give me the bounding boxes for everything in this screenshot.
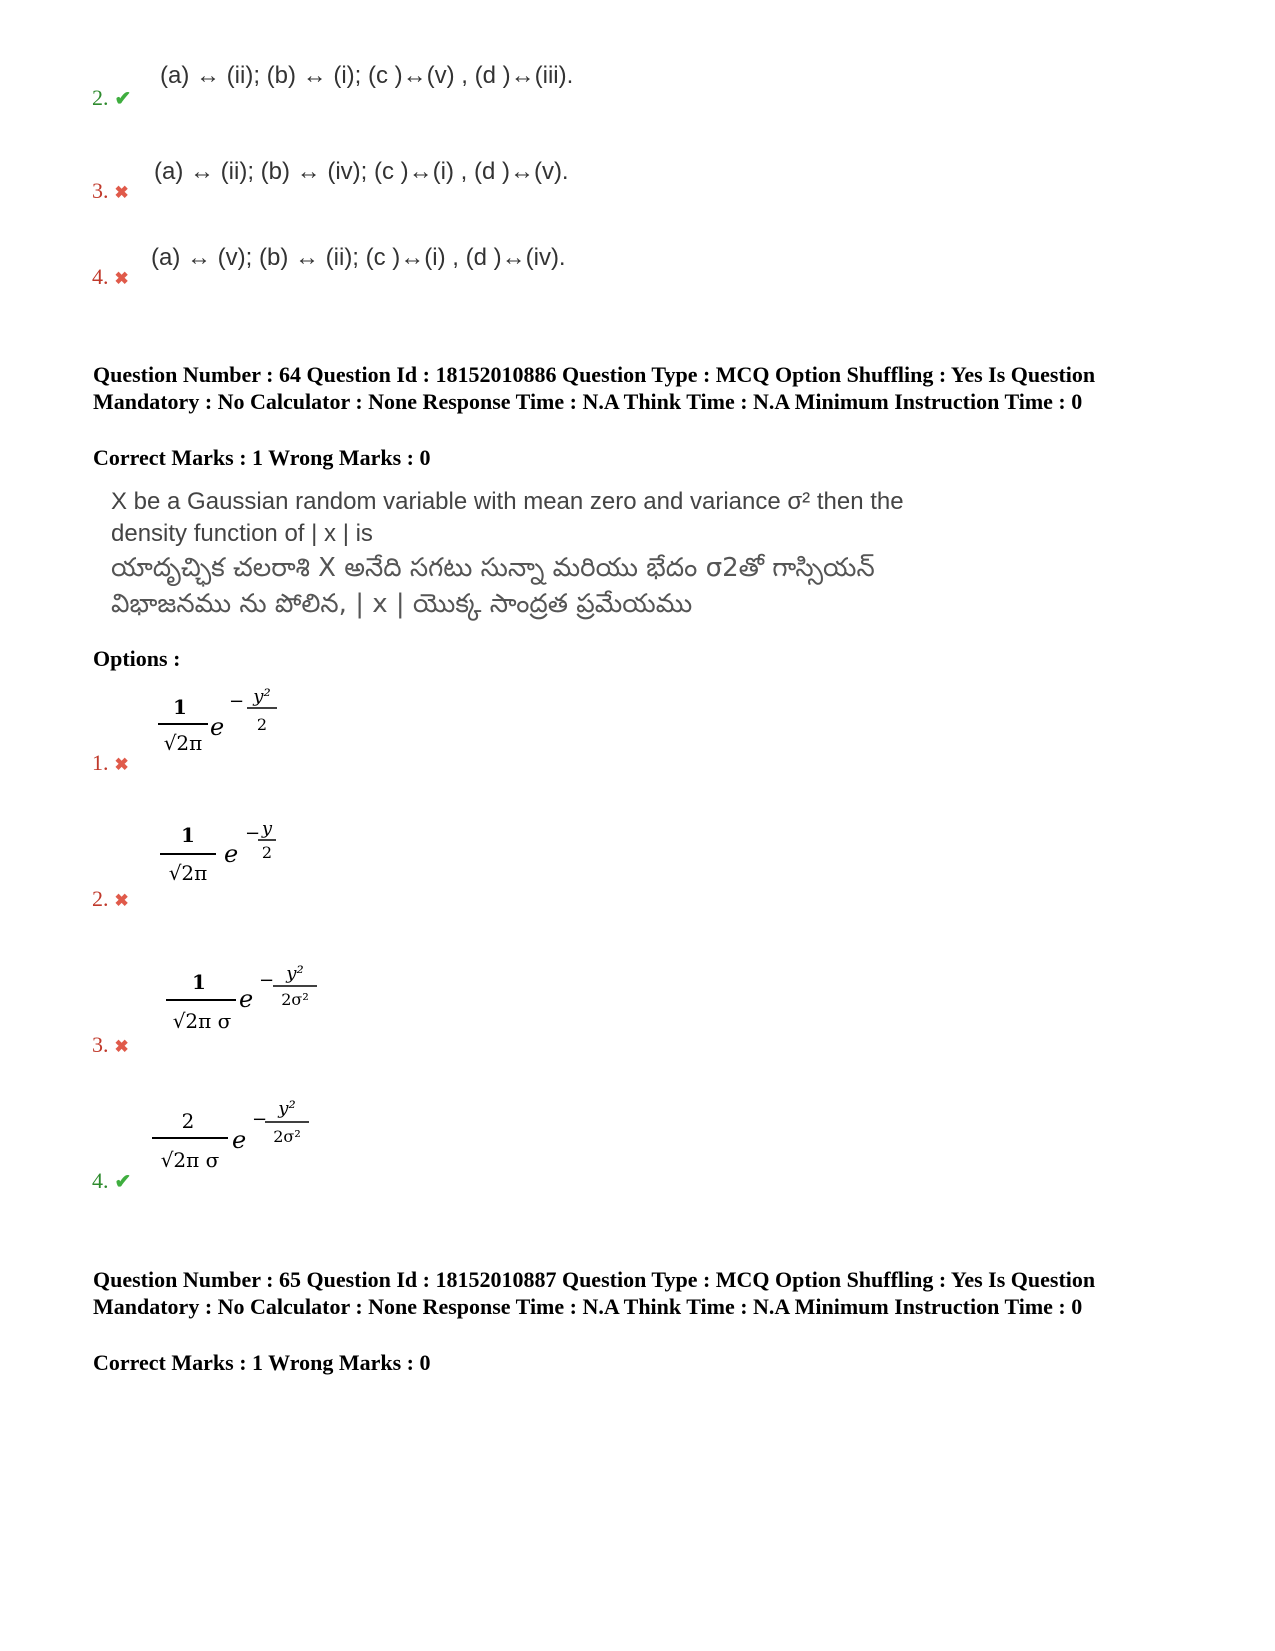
formula-e: e [224,840,239,868]
option-number: 4. [92,264,109,289]
formula-denominator: √2π [168,861,208,885]
formula-exponent-denominator: 2σ² [273,1127,301,1146]
question-64-text [111,486,1111,622]
option-4 [92,1168,131,1194]
prev-option-2 [92,85,131,111]
formula-minus: − [245,823,261,844]
option-1 [92,750,129,776]
formula-minus: − [259,970,275,991]
option-3-formula [160,955,330,1040]
prev-option-4 [92,264,129,290]
prev-option-3-text: (a) ↔ (ii); (b) ↔ (iv); (c )↔(i) , (d )↔(v). [154,158,569,185]
wrong-cross-icon: ✖ [114,755,129,774]
formula-exponent-denominator: 2 [256,715,268,734]
correct-check-icon: ✔ [114,88,132,110]
formula-coefficient: 2 [181,1109,195,1133]
wrong-cross-icon: ✖ [114,183,129,202]
wrong-cross-icon: ✖ [114,1037,129,1056]
formula-exponent-denominator: 2 [261,843,273,862]
option-3 [92,1032,129,1058]
option-number: 3. [92,1032,109,1057]
option-1-formula [150,680,290,760]
formula-denominator: √2π σ [172,1009,232,1033]
formula-coefficient: 1 [173,695,187,719]
formula-e: e [239,985,254,1013]
formula-exponent-numerator: y² [253,686,271,707]
formula-exponent-numerator: y² [286,963,304,984]
formula-exponent-denominator: 2σ² [281,990,309,1009]
formula-denominator: √2π [163,731,203,755]
prev-option-2-text: (a) ↔ (ii); (b) ↔ (i); (c )↔(v) , (d )↔(iii). [160,62,574,89]
prev-option-4-text: (a) ↔ (v); (b) ↔ (ii); (c )↔(i) , (d )↔(iv). [151,244,566,271]
question-text-en-line-1: X be a Gaussian random variable with mean zero and variance σ² then the [111,488,904,515]
question-text-te-line-1: యాదృచ్ఛిక చలరాశి X అనేది సగటు సున్నా మరియు భేదం σ2తో గాస్సియన్ [111,553,875,583]
formula-e: e [210,713,225,741]
question-64-marks: Correct Marks : 1 Wrong Marks : 0 [93,445,431,470]
question-64-meta: Question Number : 64 Question Id : 18152010886 Question Type : MCQ Option Shuffling : Yes Is Question Mandatory : No Calculator : None Response Time : N.A Think Time : N.A Minimum Instruction Time : 0 [93,362,1096,414]
question-text-en-line-2: density function of | x | is [111,520,373,547]
option-number: 1. [92,750,109,775]
formula-exponent-numerator: y² [278,1098,296,1119]
formula-denominator: √2π σ [160,1148,220,1172]
formula-minus: − [229,691,245,712]
formula-e: e [232,1126,247,1154]
correct-check-icon: ✔ [114,1171,132,1193]
wrong-cross-icon: ✖ [114,269,129,288]
formula-exponent-numerator: y [261,818,273,839]
option-number: 3. [92,178,109,203]
wrong-cross-icon: ✖ [114,891,129,910]
question-65-marks: Correct Marks : 1 Wrong Marks : 0 [93,1350,431,1375]
options-label: Options : [93,646,181,671]
option-number: 2. [92,886,109,911]
formula-minus: − [252,1109,268,1130]
option-4-formula [148,1092,318,1177]
prev-option-3 [92,178,129,204]
formula-coefficient: 1 [192,970,206,994]
option-number: 2. [92,85,109,110]
question-text-te-line-2: విభాజనము ను పోలిన, | x | యొక్క సాంద్రత ప్రమేయము [111,589,693,619]
question-65-meta: Question Number : 65 Question Id : 18152010887 Question Type : MCQ Option Shuffling : Yes Is Question Mandatory : No Calculator : None Response Time : N.A Think Time : N.A Minimum Instruction Time : 0 [93,1267,1096,1319]
option-number: 4. [92,1168,109,1193]
option-2-formula [150,812,290,892]
option-2 [92,886,129,912]
formula-coefficient: 1 [181,823,195,847]
